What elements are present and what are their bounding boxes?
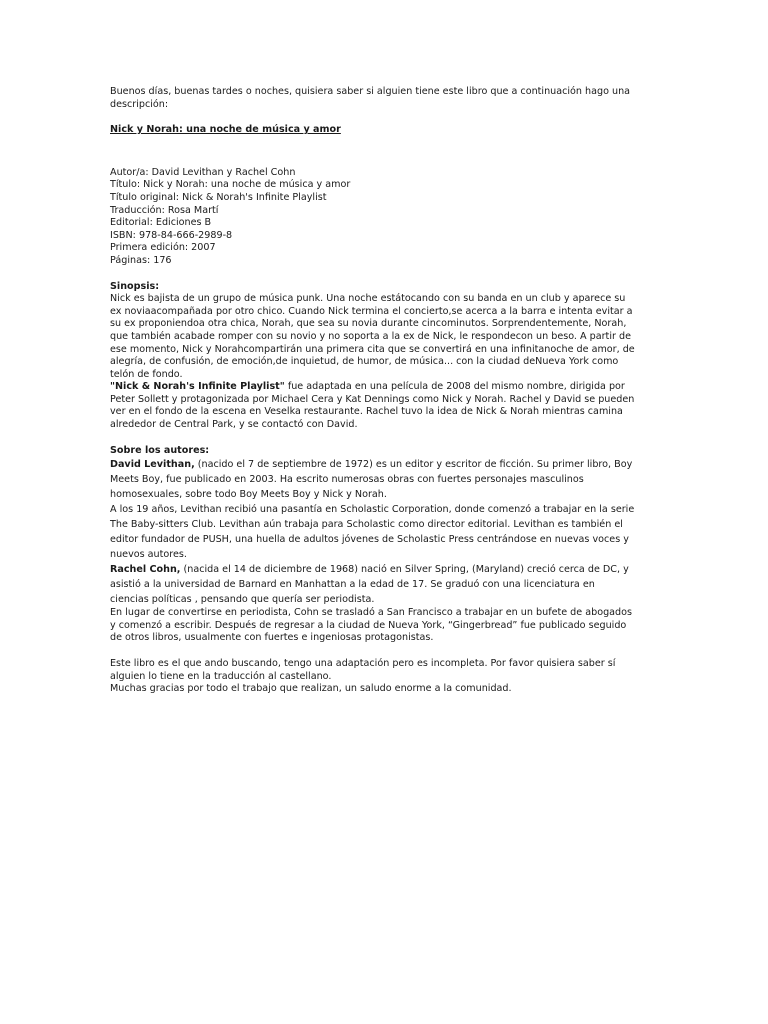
synopsis-text: Nick es bajista de un grupo de música punk. Una noche estátocando con su banda en un club y aparece su ex noviaacompañada por otro chico. Cuando Nick termina el concierto,se acerca a la barra e intenta evitar a su ex proponiendoa otra chica, Norah, que sea su novia durante cincominutos. Sorprendentemente, Norah, que también acabade romper con su novio y no soporta a la ex de Nick, le respondecon un beso. A partir de ese momento, Nick y Norahcompartirán una primera cita que se convertirá en una infinitanoche de amor, de alegría, de confusión, de emoción,de inquietud, de humor, de música... con la ciudad deNueva York como telón de fondo. [110,293,635,380]
detail-isbn: ISBN: 978-84-666-2989-8 [110,229,233,241]
film-title: "Nick & Norah's Infinite Playlist" [110,381,285,393]
cohn-text: (nacida el 14 de diciembre de 1968) nació en Silver Spring, (Maryland) creció cerca de DC, y asistió a la universidad de Barnard en Manhattan a la edad de 17. Se graduó con una licenciatura en ciencias políticas , pensando que quería ser periodista. [110,564,629,606]
cohn-name: Rachel Cohn, [110,564,181,576]
detail-first-edition: Primera edición: 2007 [110,242,216,254]
film-paragraph [110,381,636,431]
detail-translation: Traducción: Rosa Martí [110,204,219,216]
detail-title: Título: Nick y Norah: una noche de música y amor [110,179,351,191]
detail-publisher: Editorial: Ediciones B [110,217,212,229]
closing-paragraph-2: Muchas gracias por todo el trabajo que realizan, un saludo enorme a la comunidad. [110,683,512,695]
detail-original-title: Título original: Nick & Norah's Infinite Playlist [110,191,327,203]
cohn-paragraph [110,562,636,607]
cohn-paragraph-2: En lugar de convertirse en periodista, Cohn se trasladó a San Francisco a trabajar en un bufete de abogados y comenzó a escribir. Después de regresar a la ciudad de Nueva York, “Gingerbread” fue publicado seguido de otros libros, usualmente con fuertes e ingeniosas protagonistas. [110,607,632,644]
detail-pages: Páginas: 176 [110,254,172,266]
intro-paragraph: Buenos días, buenas tardes o noches, quisiera saber si alguien tiene este libro que a continuación hago una descripción: [110,86,631,110]
closing-section [110,658,636,696]
synopsis-heading: Sinopsis: [110,280,160,292]
levithan-paragraph [110,457,636,502]
authors-heading: Sobre los autores: [110,444,210,456]
authors-section [110,445,636,645]
synopsis-section [110,281,636,432]
levithan-paragraph-2: A los 19 años, Levithan recibió una pasantía en Scholastic Corporation, donde comenzó a trabajar en la serie The Baby-sitters Club. Levithan aún trabaja para Scholastic como director editorial. Levithan es también el editor fundador de PUSH, una huella de adultos jóvenes de Scholastic Press centrándose en nuevas voces y nuevos autores. [110,504,635,561]
book-details [110,167,636,268]
film-text: fue adaptada en una película de 2008 del mismo nombre, dirigida por Peter Sollett y protagonizada por Michael Cera y Kat Dennings como Nick y Norah. Rachel y David se pueden ver en el fondo de la escena en Veselka restaurante. Rachel tuvo la idea de Nick & Norah mientras camina alrededor de Central Park, y se contactó con David. [110,381,635,431]
levithan-name: David Levithan, [110,459,195,471]
book-title: Nick y Norah: una noche de música y amor [110,124,341,136]
document-page [110,86,636,696]
detail-author: Autor/a: David Levithan y Rachel Cohn [110,166,296,178]
closing-paragraph-1: Este libro es el que ando buscando, tengo una adaptación pero es incompleta. Por favor quisiera saber sí alguien lo tiene en la traducción al castellano. [110,658,616,682]
levithan-text: (nacido el 7 de septiembre de 1972) es un editor y escritor de ficción. Su primer libro, Boy Meets Boy, fue publicado en 2003. Ha escrito numerosas obras con fuertes personajes masculinos homosexuales, sobre todo Boy Meets Boy y Nick y Norah. [110,459,633,501]
